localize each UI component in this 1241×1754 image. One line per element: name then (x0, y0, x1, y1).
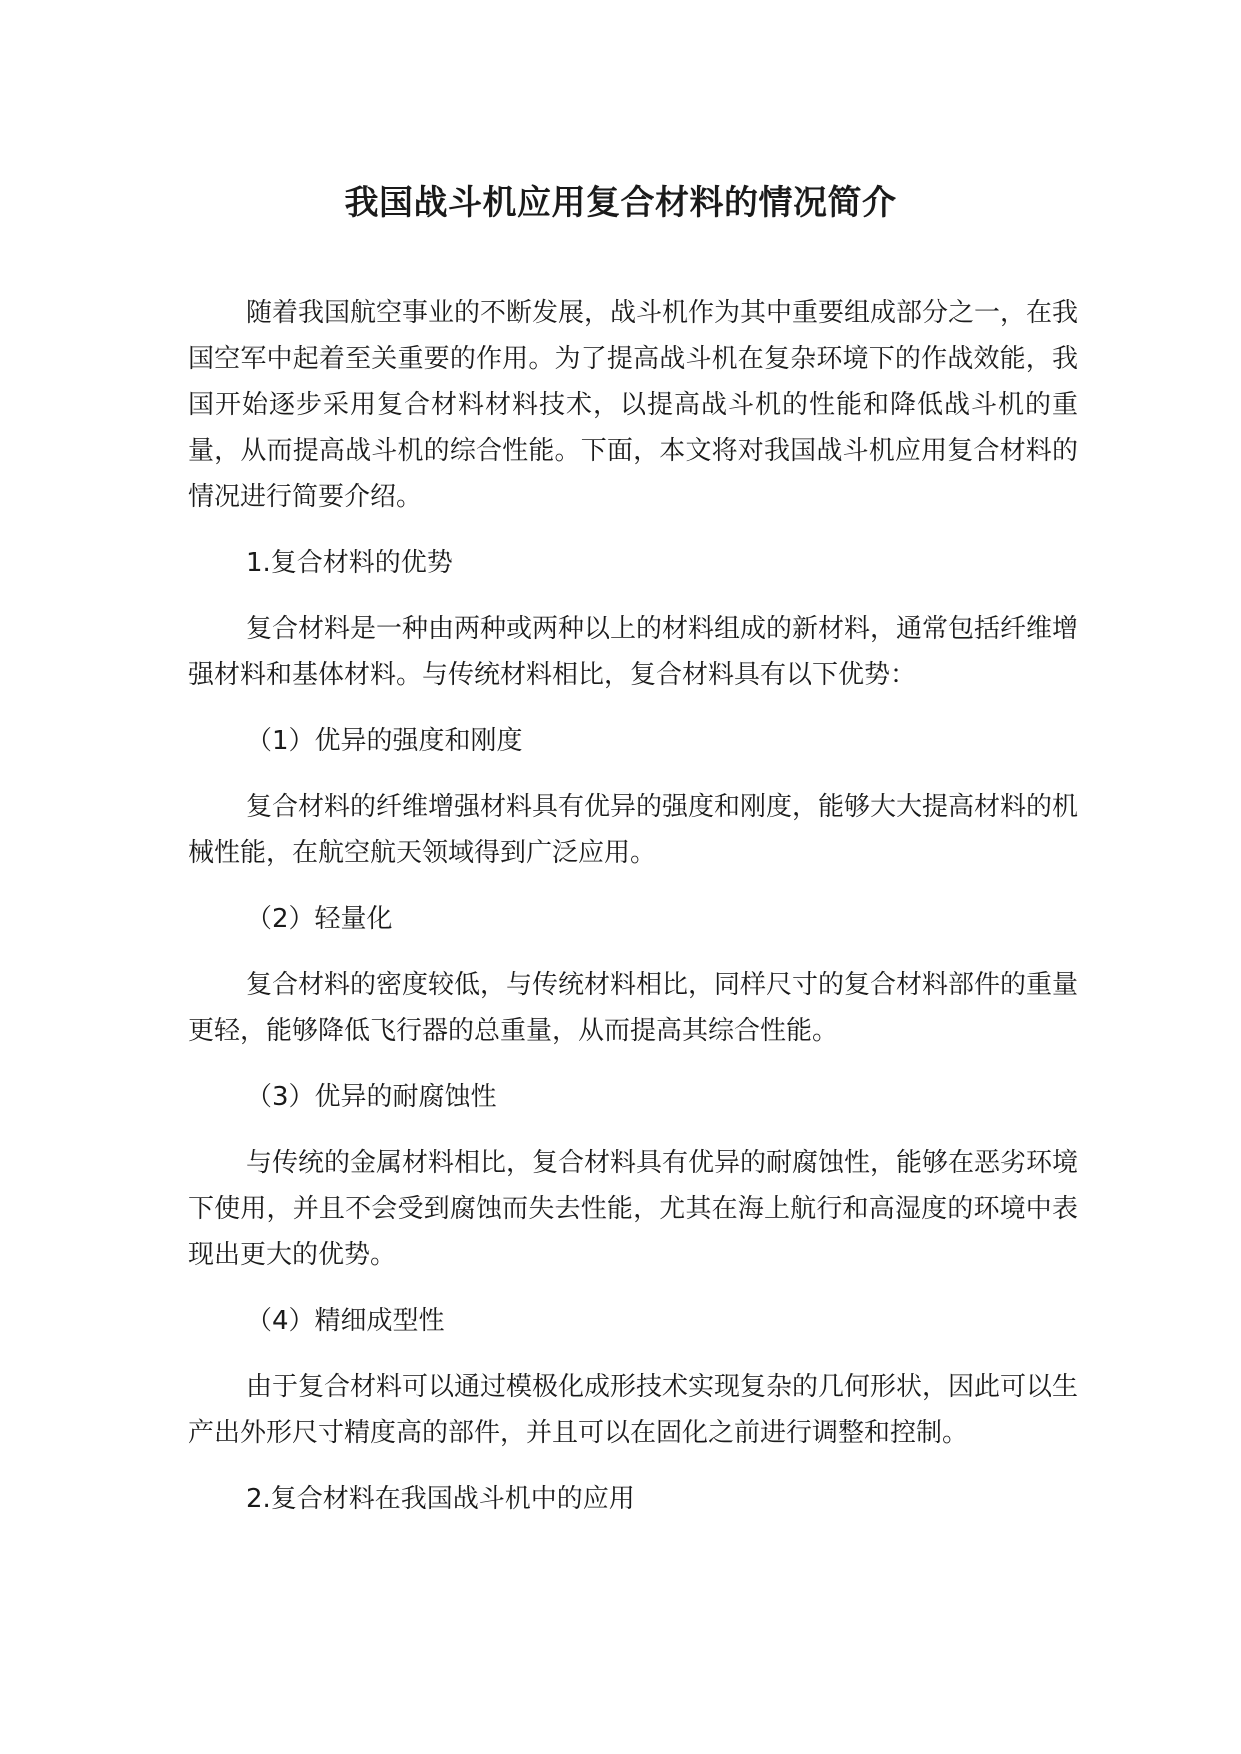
advantage-3-heading: （3）优异的耐腐蚀性 (246, 1082, 497, 1112)
section-2-heading: 2.复合材料在我国战斗机中的应用 (246, 1484, 635, 1514)
advantage-4-paragraph: 由于复合材料可以通过模极化成形技术实现复杂的几何形状，因此可以生产出外形尺寸精度高的部件，并且可以在固化之前进行调整和控制。 (188, 1372, 1079, 1448)
intro-paragraph: 随着我国航空事业的不断发展，战斗机作为其中重要组成部分之一，在我国空军中起着至关重要的作用。为了提高战斗机在复杂环境下的作战效能，我国开始逐步采用复合材料材料技术，以提高战斗机的性能和降低战斗机的重量，从而提高战斗机的综合性能。下面，本文将对我国战斗机应用复合材料的情况进行简要介绍。 (188, 298, 1079, 512)
advantage-1-paragraph: 复合材料的纤维增强材料具有优异的强度和刚度，能够大大提高材料的机械性能，在航空航天领域得到广泛应用。 (188, 792, 1079, 868)
advantage-2-heading: （2）轻量化 (246, 904, 393, 934)
advantage-4-heading: （4）精细成型性 (246, 1306, 445, 1336)
document-body (188, 290, 1078, 1542)
section-1-paragraph: 复合材料是一种由两种或两种以上的材料组成的新材料，通常包括纤维增强材料和基体材料。与传统材料相比，复合材料具有以下优势： (188, 614, 1079, 690)
advantage-1-heading: （1）优异的强度和刚度 (246, 726, 523, 756)
advantage-3-paragraph: 与传统的金属材料相比，复合材料具有优异的耐腐蚀性，能够在恶劣环境下使用，并且不会受到腐蚀而失去性能，尤其在海上航行和高湿度的环境中表现出更大的优势。 (188, 1148, 1079, 1270)
advantage-2-paragraph: 复合材料的密度较低，与传统材料相比，同样尺寸的复合材料部件的重量更轻，能够降低飞行器的总重量，从而提高其综合性能。 (188, 970, 1079, 1046)
section-1-heading: 1.复合材料的优势 (246, 548, 453, 578)
page-title: 我国战斗机应用复合材料的情况简介 (344, 183, 897, 223)
